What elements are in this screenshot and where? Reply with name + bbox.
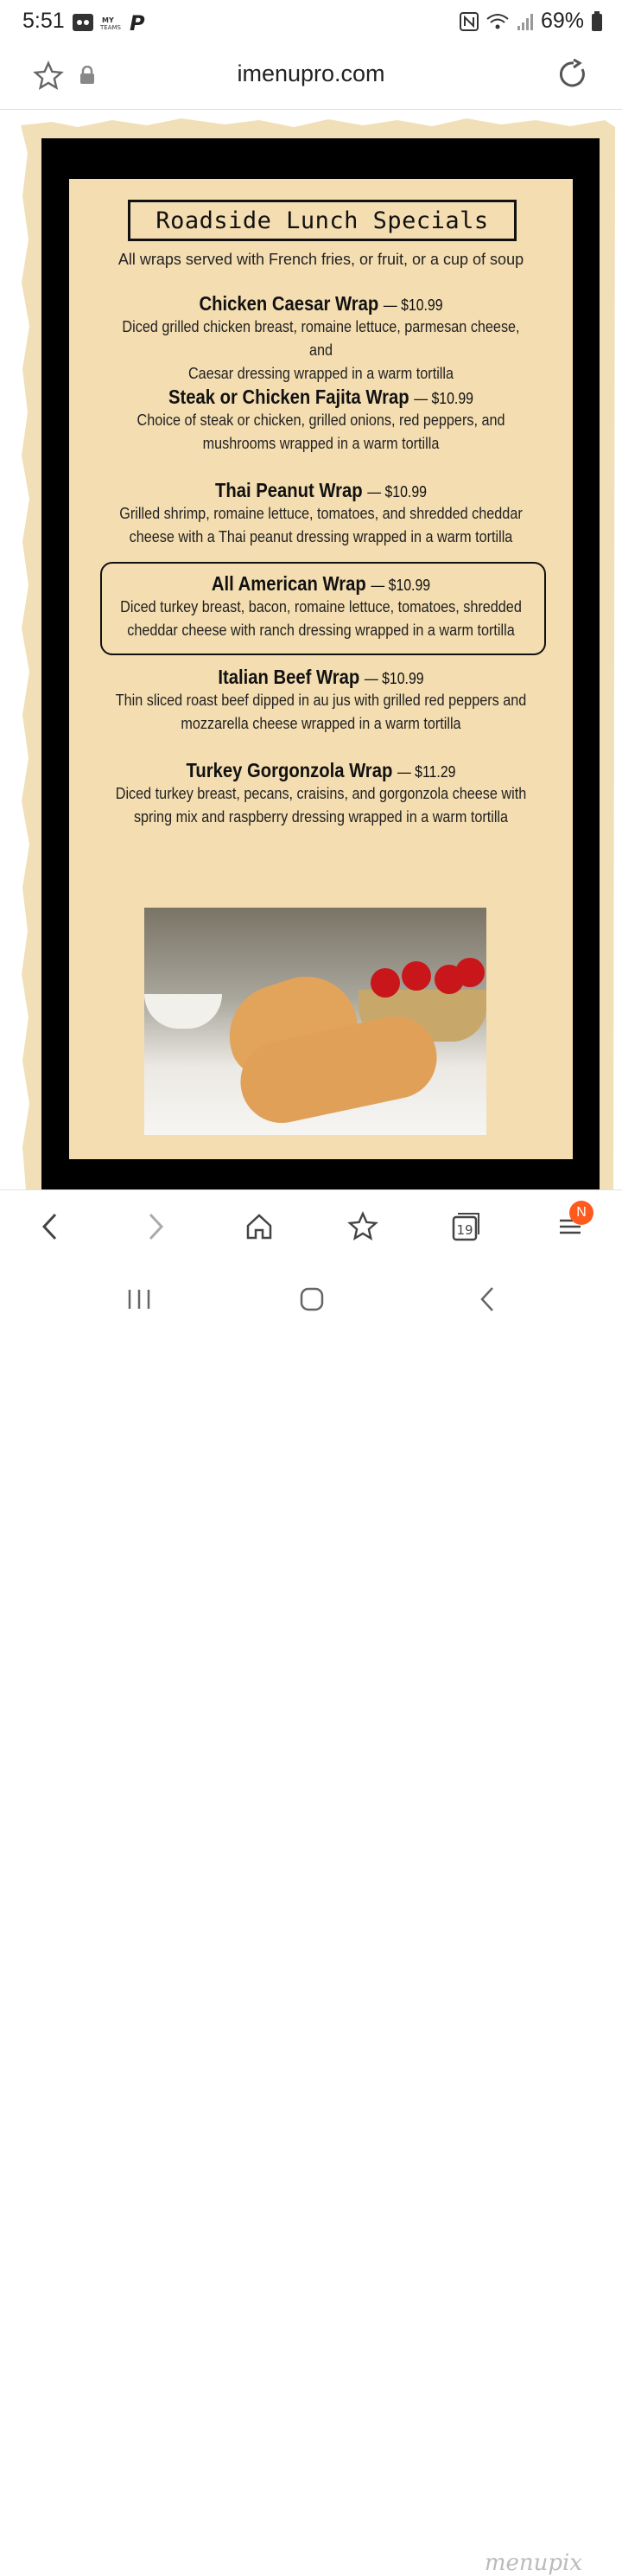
status-right — [460, 9, 603, 34]
chevron-right-icon — [145, 1211, 166, 1242]
watermark: menupix — [484, 2550, 582, 2576]
item-description-line: cheddar cheese with ranch dressing wrapped in a warm tortilla — [127, 622, 515, 639]
item-description-line: Diced grilled chicken breast, romaine lettuce, parmesan cheese, and — [122, 318, 520, 359]
wifi-icon — [486, 12, 510, 31]
svg-text:TEAMS: TEAMS — [100, 24, 121, 31]
item-name: Steak or Chicken Fajita Wrap — [168, 386, 409, 408]
menu-title-box — [128, 200, 517, 241]
menu-item — [86, 292, 555, 386]
item-description-line: Diced turkey breast, bacon, romaine lettuce, tomatoes, shredded — [120, 598, 522, 615]
notification-badge: N — [569, 1201, 593, 1225]
address-bar — [0, 45, 622, 110]
item-description-line: mozzarella cheese wrapped in a warm tortilla — [181, 715, 461, 732]
item-price: — $10.99 — [371, 577, 431, 594]
item-description-line: Caesar dressing wrapped in a warm tortilla — [187, 365, 454, 382]
browser-toolbar — [0, 1189, 622, 1259]
back-button[interactable] — [33, 1209, 67, 1244]
my-teams-icon — [100, 14, 121, 31]
battery-percent: 69% — [540, 9, 584, 33]
tabs-icon — [451, 1211, 482, 1242]
item-name: All American Wrap — [211, 572, 366, 595]
item-description-line: spring mix and raspberry dressing wrapped in a warm tortilla — [133, 808, 509, 826]
svg-text:MY: MY — [102, 16, 114, 24]
menu-item — [86, 386, 555, 456]
item-name: Chicken Caesar Wrap — [199, 292, 379, 315]
url-text[interactable]: imenupro.com — [237, 61, 385, 86]
bookmarks-button[interactable] — [346, 1209, 380, 1244]
home-button[interactable] — [242, 1209, 276, 1244]
home-icon — [244, 1212, 274, 1241]
wrap-photo — [144, 908, 486, 1135]
item-description-line: Thin sliced roast beef dipped in au jus with grilled red peppers and — [115, 692, 527, 709]
svg-text:P: P — [130, 12, 145, 33]
item-price: — $10.99 — [383, 296, 443, 314]
menu-item-featured — [86, 572, 555, 642]
item-name: Turkey Gorgonzola Wrap — [186, 759, 393, 781]
nfc-icon — [460, 12, 479, 31]
item-description-line: Diced turkey breast, pecans, craisins, and gorgonzola cheese with — [115, 785, 527, 802]
menu-subtitle: All wraps served with French fries, or fruit, or a cup of soup — [117, 251, 524, 268]
item-price: — $10.99 — [414, 390, 473, 407]
item-price: — $11.29 — [397, 763, 456, 781]
bookmarks-star-icon — [347, 1211, 378, 1242]
item-description-line: Choice of steak or chicken, grilled onions, red peppers, and — [136, 411, 505, 429]
tomato — [371, 968, 400, 998]
recent-apps-icon[interactable] — [126, 1288, 152, 1310]
status-bar — [0, 0, 622, 45]
svg-text:19: 19 — [456, 1222, 473, 1238]
clock: 5:51 — [22, 9, 65, 33]
item-description-line: cheese with a Thai peanut dressing wrapped in a warm tortilla — [129, 528, 513, 545]
back-nav-icon[interactable] — [477, 1285, 498, 1314]
item-name: Thai Peanut Wrap — [215, 479, 363, 501]
tomato — [455, 958, 485, 987]
signal-icon — [517, 12, 534, 31]
menu-item — [86, 479, 555, 549]
voicemail-icon — [73, 14, 93, 31]
item-name: Italian Beef Wrap — [218, 666, 360, 688]
menu-item — [86, 666, 555, 736]
item-description-line: mushrooms wrapped in a warm tortilla — [202, 435, 440, 452]
sauce-bowl — [144, 994, 222, 1029]
item-price: — $10.99 — [364, 670, 424, 687]
item-price: — $10.99 — [367, 483, 427, 501]
chevron-left-icon — [40, 1211, 60, 1242]
system-navigation-bar — [0, 1259, 622, 2576]
item-description-line: Grilled shrimp, romaine lettuce, tomatoes, and shredded cheddar — [119, 505, 523, 522]
reload-icon[interactable] — [558, 59, 589, 90]
tabs-button[interactable] — [449, 1209, 484, 1244]
paypal-icon — [128, 12, 149, 33]
menu-title: Roadside Lunch Specials — [156, 207, 489, 234]
menu-item — [86, 759, 555, 829]
notification-icons — [73, 12, 149, 33]
forward-button[interactable] — [138, 1209, 173, 1244]
tomato — [402, 961, 431, 991]
home-nav-icon[interactable] — [299, 1286, 325, 1312]
battery-icon — [591, 11, 603, 32]
